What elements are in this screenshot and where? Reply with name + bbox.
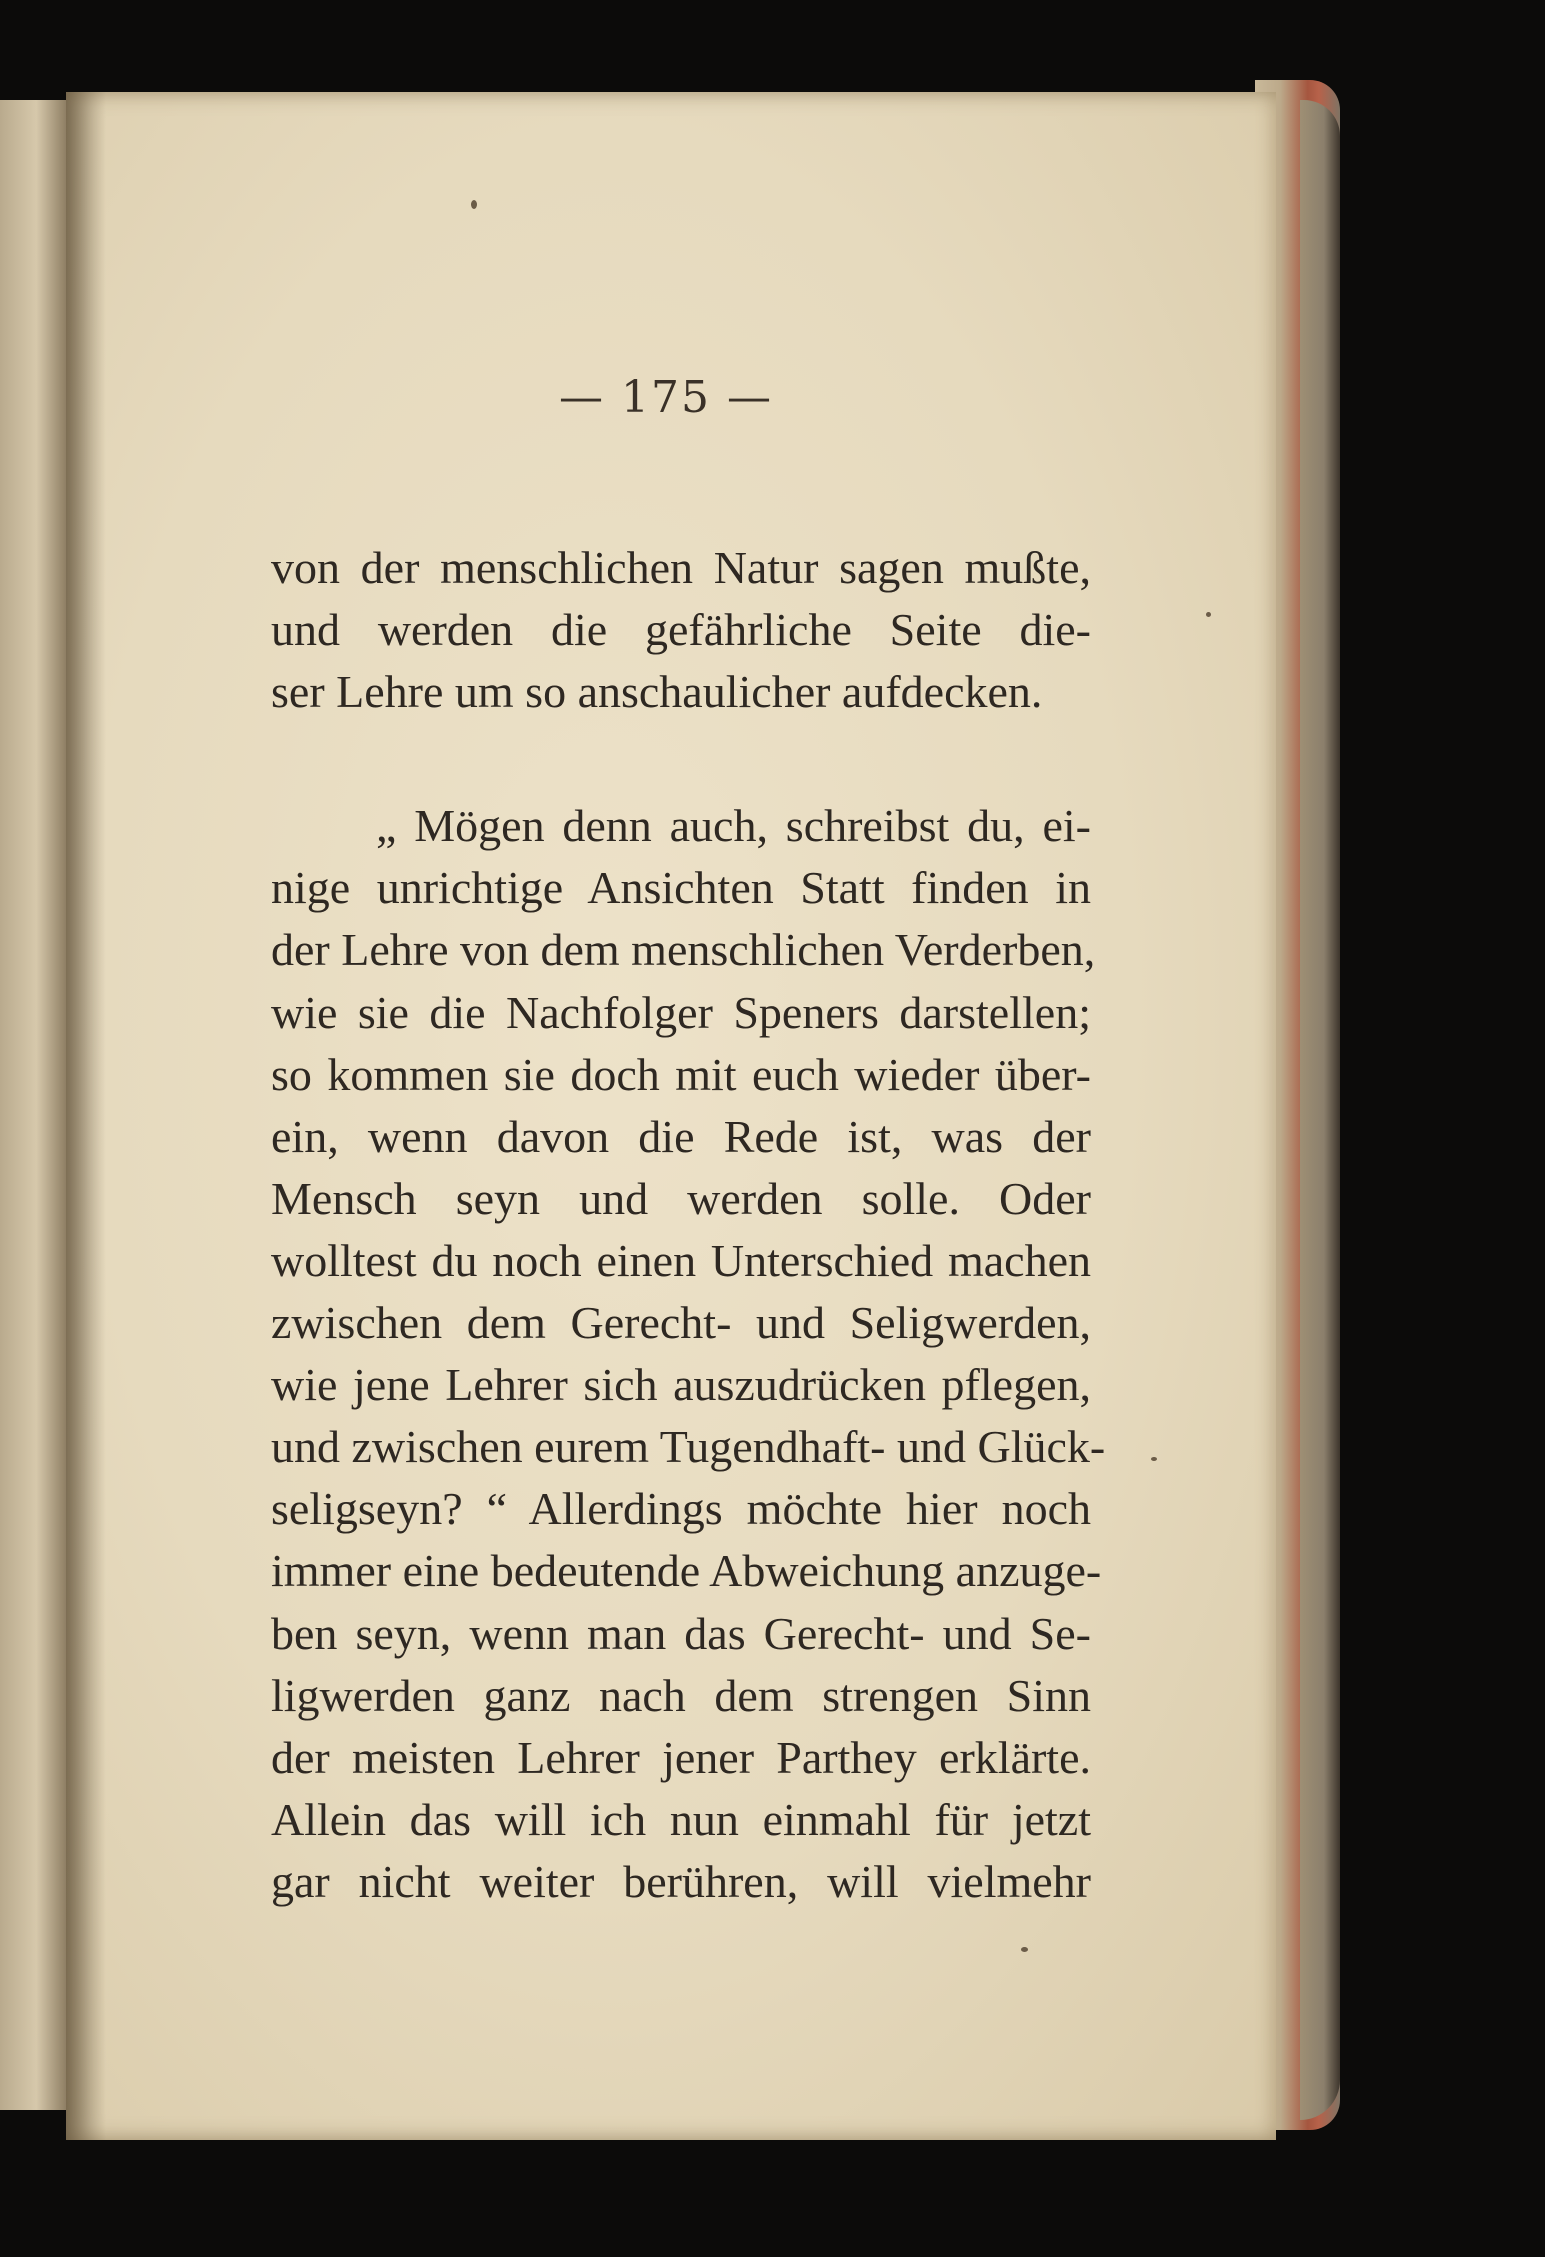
text-line: wie sie die Nachfolger Speners darstellen; [271,986,1091,1038]
paper-speck [471,200,477,209]
page-gutter-shadow [66,92,106,2140]
text-line: und werden die gefährliche Seite die- [271,604,1091,656]
text-line: Mensch seyn und werden solle. Oder [271,1172,1091,1224]
text-line: nige unrichtige Ansichten Statt finden in [271,862,1091,914]
page-number-header: — 175 — [559,372,773,423]
paper-speck [1206,612,1211,617]
text-line: Allein das will ich nun einmahl für jetzt [271,1793,1091,1845]
text-line: gar nicht weiter berühren, will vielmehr [271,1855,1091,1907]
text-line: der meisten Lehrer jener Parthey erklärte. [271,1731,1091,1783]
paper-speck [1021,1947,1028,1952]
book-page [66,92,1276,2140]
text-line: und zwischen eurem Tugendhaft- und Glück- [271,1421,1106,1473]
text-line: ser Lehre um so anschaulicher aufdecken. [271,666,1043,718]
text-line: immer eine bedeutende Abweichung anzuge- [271,1545,1102,1597]
text-line: ligwerden ganz nach dem strengen Sinn [271,1669,1091,1721]
book-cover-edge [1300,100,1340,2120]
body-text [271,537,1106,1913]
text-line: „ Mögen denn auch, schreibst du, ei- [376,800,1091,852]
left-page-edge [0,100,66,2110]
text-line: der Lehre von dem menschlichen Verderben, [271,924,1096,976]
text-line: von der menschlichen Natur sagen mußte, [271,542,1091,593]
paper-speck [1151,1457,1157,1461]
text-line: seligseyn? “ Allerdings möchte hier noch [271,1483,1091,1535]
text-line: ben seyn, wenn man das Gerecht- und Se- [271,1607,1091,1659]
text-line: ein, wenn davon die Rede ist, was der [271,1110,1091,1162]
text-line: wie jene Lehrer sich auszudrücken pflegen, [271,1359,1091,1411]
text-line: wolltest du noch einen Unterschied machen [271,1234,1091,1286]
text-line: so kommen sie doch mit euch wieder über- [271,1048,1091,1100]
text-line: zwischen dem Gerecht- und Seligwerden, [271,1297,1091,1349]
